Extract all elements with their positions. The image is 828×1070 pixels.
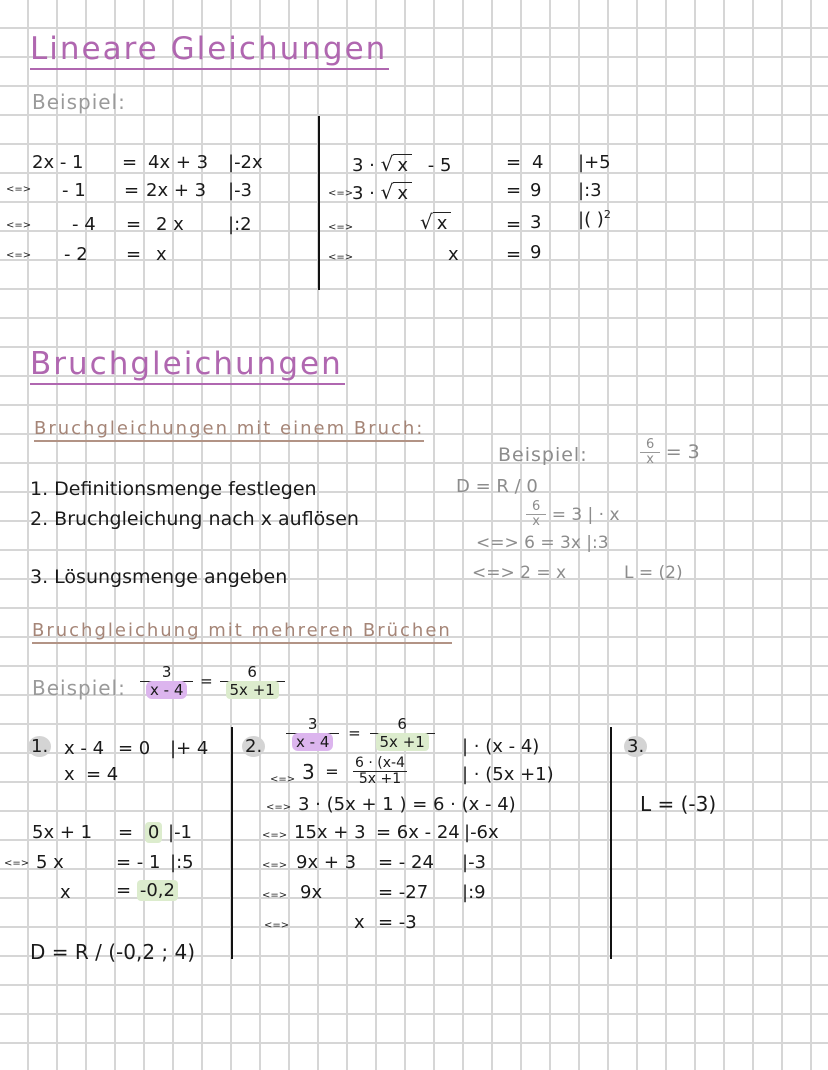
equation-row [302,756,411,788]
equation-row [352,180,412,204]
lhs: - 2 [64,244,88,265]
rhs [116,880,178,901]
steps-list [30,474,359,592]
numerator: 6 [247,663,257,681]
rhs: = 4 [86,764,119,785]
denominator [140,681,193,699]
operation: | · (5x +1) [462,764,554,785]
example-label: Beispiel: [32,676,126,700]
equals: = [348,723,361,742]
operation: | · (x - 4) [462,736,540,757]
operation: |+ 4 [170,738,209,759]
example-row: <=> 6 = 3x |:3 [476,533,609,553]
denominator: x [640,452,660,467]
rhs: 2 x [156,214,184,235]
step-label [242,736,265,757]
rhs: 3 [530,212,542,233]
highlight-green: -0,2 [137,880,178,901]
equals: = [506,152,522,173]
rhs: = - 1 [116,852,161,873]
numerator: 6 [646,437,655,452]
rest: = 3 | · x [551,504,620,525]
operation: |:2 [228,214,252,235]
highlight-green: 5x +1 [226,681,279,699]
equals: = [200,671,213,690]
radicand: x [433,212,452,234]
fraction [349,756,411,788]
solution: L = (-3) [640,792,717,816]
column-divider [610,727,612,959]
denominator [220,681,285,699]
example-equation [140,664,285,698]
highlight-green: 0 [145,822,162,843]
step-number: 1. [28,736,51,757]
equivalence-arrow: <=> [262,830,288,841]
exponent: 2 [603,208,611,221]
rhs: = 0 [118,738,151,759]
column-divider [318,116,320,290]
equation-row: 3 · (5x + 1 ) = 6 · (x - 4) [298,794,516,815]
section-title-fraction: Bruchgleichungen [30,345,345,385]
fraction [526,500,546,530]
sqrt-icon: √ [380,180,394,204]
subtitle-single-fraction: Bruchgleichungen mit einem Bruch: [34,418,424,442]
equals: = [122,152,138,173]
operation: |+5 [578,152,611,173]
domain: D = R / 0 [456,476,538,497]
equivalence-arrow: <=> [6,184,32,195]
coefficient: 3 · [352,155,375,176]
equals: = [506,214,522,235]
equals: = [506,244,522,265]
equals: = [126,244,142,265]
example-equation [640,438,700,468]
step-label [28,736,51,757]
highlight-purple: x - 4 [146,681,187,699]
equivalence-arrow: <=> [6,250,32,261]
denominator [370,733,435,751]
lhs: 15x + 3 [294,822,366,843]
rhs: 9 [530,242,542,263]
operation: |:9 [462,882,486,903]
coefficient: 3 · [352,183,375,204]
example-label: Beispiel: [498,444,588,466]
rhs: 4 [532,152,544,173]
equivalence-arrow: <=> [6,220,32,231]
section-title-linear: Lineare Gleichungen [30,30,389,70]
lhs: x [64,764,75,785]
lhs: x [448,244,459,265]
highlight-purple: x - 4 [292,733,333,751]
equivalence-arrow: <=> [262,890,288,901]
lhs: 3 [302,759,315,784]
lhs: - 4 [72,214,96,235]
lhs: 2x - 1 [32,152,84,173]
lhs-rest: - 5 [427,155,452,176]
rhs: x [156,244,167,265]
fraction-lhs [140,664,193,698]
radicand: x [393,182,412,204]
step-number: 3. [624,736,647,757]
lhs: 9x + 3 [296,852,357,873]
radicand: x [393,154,412,176]
equals: = [116,880,132,901]
equation-row [420,210,451,234]
rhs: = -27 [378,882,429,903]
fraction-lhs [286,716,339,750]
rhs: = 3 [665,440,700,463]
operation: |-6x [464,822,499,843]
rhs: 4x + 3 [148,152,209,173]
lhs: x - 4 [64,738,105,759]
lhs: 9x [300,882,323,903]
operation: |-3 [228,180,253,201]
equivalence-arrow: <=> [266,802,292,813]
equals: = [325,762,339,782]
numerator: 6 [397,715,407,733]
highlight-green: 5x +1 [376,733,429,751]
lhs: x [60,882,71,903]
equation-row [32,152,84,173]
lhs: x [354,912,365,933]
numerator: 6 [532,499,541,514]
denominator: 5x +1 [353,771,407,787]
step-number: 2. [242,736,265,757]
step-item: 3. Lösungsmenge angeben [30,566,288,588]
equivalence-arrow: <=> [270,774,296,785]
step-item: 2. Bruchgleichung nach x auflösen [30,508,359,530]
rhs: = 6x - 24 [376,822,460,843]
operation: |-3 [462,852,487,873]
equivalence-arrow: <=> [328,188,354,199]
example-row: <=> 2 = x [472,563,567,583]
equivalence-arrow: <=> [4,858,30,869]
lhs: - 1 [62,180,86,201]
operation: |:5 [170,852,194,873]
equals: = [118,822,134,843]
equation-row [352,152,451,176]
step-item: 1. Definitionsmenge festlegen [30,478,317,500]
rhs [118,822,162,843]
rhs: 2x + 3 [146,180,207,201]
equals: = [124,180,140,201]
operation: |-2x [228,152,263,173]
denominator [286,733,339,751]
equivalence-arrow: <=> [264,920,290,931]
equivalence-arrow: <=> [328,252,354,263]
lhs: 5 x [36,852,64,873]
sqrt-icon: √ [420,210,433,234]
lhs: 5x + 1 [32,822,93,843]
operation: |-1 [168,822,193,843]
equivalence-arrow: <=> [262,860,288,871]
rhs: = - 24 [378,852,434,873]
rhs: = -3 [378,912,417,933]
step-label [624,736,647,757]
example-row [526,500,620,530]
numerator: 6 · (x-4 [355,755,406,771]
rhs: 9 [530,180,542,201]
operation: |:3 [578,180,602,201]
fraction-rhs [370,716,435,750]
solution: L = (2) [624,563,683,583]
equation-row [286,716,435,750]
subtitle-multi-fraction: Bruchgleichung mit mehreren Brüchen [32,620,452,644]
numerator: 3 [307,715,318,733]
operation-text: |( ) [578,209,604,230]
operation [578,208,611,230]
numerator: 3 [161,663,172,681]
example-label: Beispiel: [32,90,126,114]
equals: = [126,214,142,235]
equals: = [506,180,522,201]
domain: D = R / (-0,2 ; 4) [30,940,196,964]
denominator: x [526,514,546,529]
fraction [640,438,660,468]
fraction-rhs [220,664,285,698]
equivalence-arrow: <=> [328,222,354,233]
sqrt-icon: √ [380,152,394,176]
column-divider [231,727,233,959]
